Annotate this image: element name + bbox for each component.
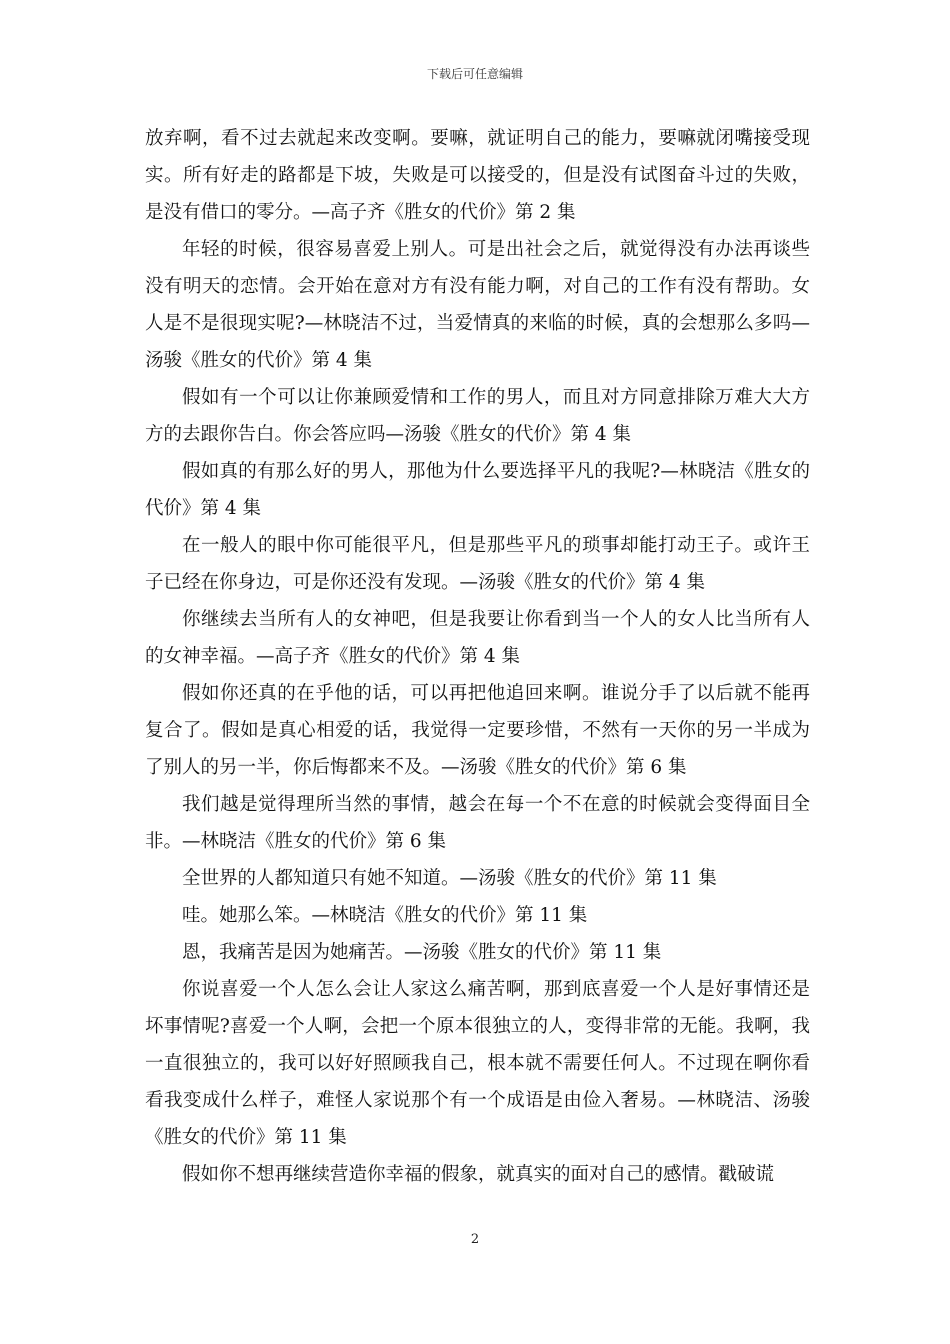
paragraph-9: 全世界的人都知道只有她不知道。—汤骏《胜女的代价》第 11 集: [182, 868, 717, 889]
paragraph-1: 放弃啊，看不过去就起来改变啊。要嘛，就证明自己的能力，要嘛就闭嘴接受现实。所有好走的路都是下坡，失败是可以接受的，但是没有试图奋斗过的失败，是没有借口的零分。—高子齐《胜女的代价》第 2 集: [145, 128, 810, 223]
paragraph-11: 恩，我痛苦是因为她痛苦。—汤骏《胜女的代价》第 11 集: [182, 942, 662, 963]
page-number: 2: [470, 1232, 480, 1247]
paragraph-13: 假如你不想再继续营造你幸福的假象，就真实的面对自己的感情。戳破谎: [182, 1164, 775, 1185]
paragraph-8: 我们越是觉得理所当然的事情，越会在每一个不在意的时候就会变得面目全非。—林晓洁《胜女的代价》第 6 集: [145, 794, 810, 852]
paragraph-7: 假如你还真的在乎他的话，可以再把他追回来啊。谁说分手了以后就不能再复合了。假如是真心相爱的话，我觉得一定要珍惜，不然有一天你的另一半成为了别人的另一半，你后悔都来不及。—汤骏《胜女的代价》第 6 集: [145, 683, 810, 778]
paragraph-12: 你说喜爱一个人怎么会让人家这么痛苦啊，那到底喜爱一个人是好事情还是坏事情呢?喜爱一个人啊，会把一个原本很独立的人，变得非常的无能。我啊，我一直很独立的，我可以好好照顾我自己，根本就不需要任何人。不过现在啊你看看我变成什么样子，难怪人家说那个有一个成语是由俭入奢易。—林晓洁、汤骏《胜女的代价》第 11 集: [145, 979, 810, 1148]
paragraph-6: 你继续去当所有人的女神吧，但是我要让你看到当一个人的女人比当所有人的女神幸福。—高子齐《胜女的代价》第 4 集: [145, 609, 810, 667]
page-header: 下载后可任意编辑: [426, 67, 523, 81]
paragraph-10: 哇。她那么笨。—林晓洁《胜女的代价》第 11 集: [182, 905, 588, 926]
paragraph-5: 在一般人的眼中你可能很平凡，但是那些平凡的琐事却能打动王子。或许王子已经在你身边，可是你还没有发现。—汤骏《胜女的代价》第 4 集: [145, 535, 810, 593]
paragraph-3: 假如有一个可以让你兼顾爱情和工作的男人，而且对方同意排除万难大大方方的去跟你告白。你会答应吗—汤骏《胜女的代价》第 4 集: [145, 387, 810, 445]
paragraph-2: 年轻的时候，很容易喜爱上别人。可是出社会之后，就觉得没有办法再谈些没有明天的恋情。会开始在意对方有没有能力啊，对自己的工作有没有帮助。女人是不是很现实呢?—林晓洁不过，当爱情真的来临的时候，真的会想那么多吗—汤骏《胜女的代价》第 4 集: [145, 239, 810, 371]
document-body: [145, 120, 810, 1193]
paragraph-4: 假如真的有那么好的男人，那他为什么要选择平凡的我呢?—林晓洁《胜女的代价》第 4 集: [145, 461, 810, 519]
